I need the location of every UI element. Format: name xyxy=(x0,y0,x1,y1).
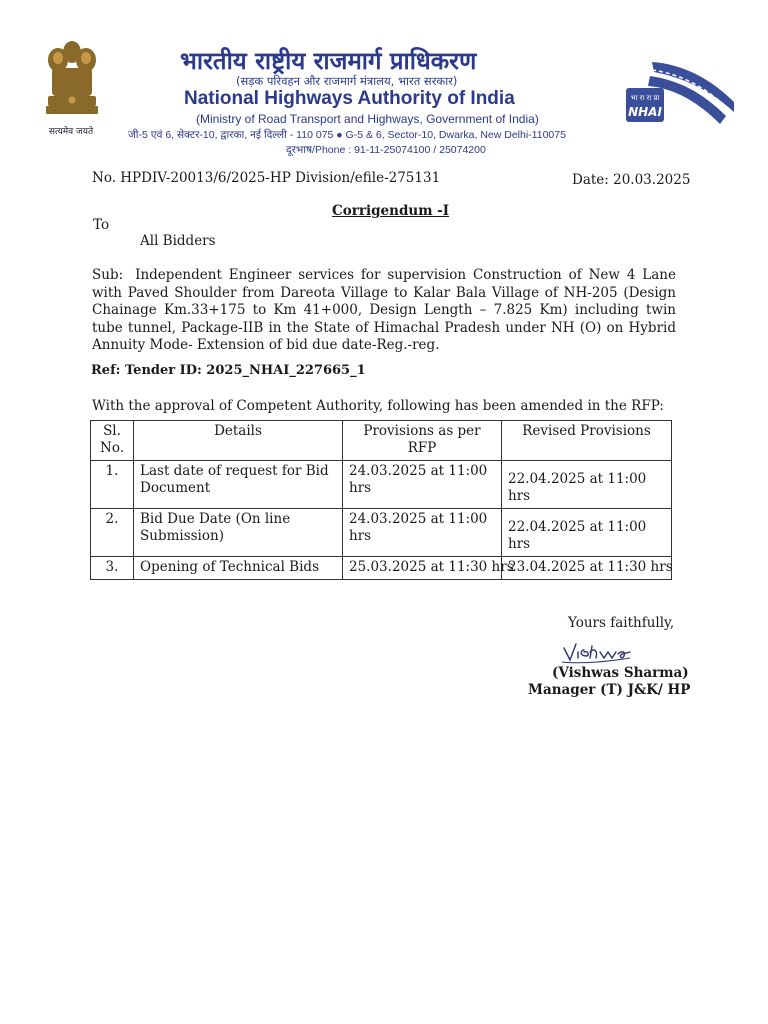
approval-statement: With the approval of Competent Authority, following has been amended in the RFP: xyxy=(92,398,664,414)
to-label: To xyxy=(93,217,110,233)
table-row xyxy=(91,557,672,580)
national-emblem-icon xyxy=(40,38,104,120)
table-row xyxy=(91,509,672,557)
cell-provision-rfp: 24.03.2025 at 11:00 hrs xyxy=(343,509,502,557)
header-revised-provisions: Revised Provisions xyxy=(502,421,672,461)
table-header-row xyxy=(91,421,672,461)
subject-text: Independent Engineer services for supervision Construction of New 4 Lane with Paved Shoulder from Dareota Village to Kalar Bala Village of NH-205 (Design Chainage Km.33+175 to Km 41+000, Design Length – 7.825 Km) including twin tube tunnel, Package-IIB in the State of Himachal Pradesh under NH (O) on Hybrid Annuity Mode- Extension of bid due date-Reg.-reg. xyxy=(92,267,676,353)
cell-sl-no: 2. xyxy=(91,509,134,557)
hindi-subtitle: (सड़क परिवहन और राजमार्ग मंत्रालय, भारत सरकार) xyxy=(236,74,458,88)
cell-details: Opening of Technical Bids xyxy=(134,557,343,580)
cell-sl-no: 1. xyxy=(91,461,134,509)
reference-number: No. HPDIV-20013/6/2025-HP Division/efile-275131 xyxy=(92,170,441,186)
signer-designation: Manager (T) J&K/ HP xyxy=(528,682,691,698)
logo-hindi-text: भा रा रा प्रा xyxy=(630,94,660,102)
cell-provision-rfp: 25.03.2025 at 11:30 hrs xyxy=(343,557,502,580)
hindi-title: भारतीय राष्ट्रीय राजमार्ग प्राधिकरण xyxy=(180,47,477,75)
subject-paragraph xyxy=(92,267,676,355)
document-heading: Corrigendum -I xyxy=(332,203,450,219)
cell-details: Last date of request for Bid Document xyxy=(134,461,343,509)
header-provisions-rfp: Provisions as per RFP xyxy=(343,421,502,461)
table-row xyxy=(91,461,672,509)
handwritten-signature-icon xyxy=(560,638,632,666)
cell-revised-provision: 22.04.2025 at 11:00 hrs xyxy=(502,461,672,509)
header-sl-no: Sl. No. xyxy=(91,421,134,461)
english-subtitle: (Ministry of Road Transport and Highways, Government of India) xyxy=(196,112,539,126)
signer-name: (Vishwas Sharma) xyxy=(552,665,689,681)
cell-revised-provision: 23.04.2025 at 11:30 hrs xyxy=(502,557,672,580)
cell-revised-provision: 22.04.2025 at 11:00 hrs xyxy=(502,509,672,557)
office-address: जी-5 एवं 6, सेक्टर-10, द्वारका, नई दिल्ली - 110 075 ● G-5 & 6, Sector-10, Dwarka, New Delhi-110075 xyxy=(128,129,566,141)
cell-sl-no: 3. xyxy=(91,557,134,580)
cell-provision-rfp: 24.03.2025 at 11:00 hrs xyxy=(343,461,502,509)
subject-label: Sub: xyxy=(92,267,124,283)
header-details: Details xyxy=(134,421,343,461)
letter-date: Date: 20.03.2025 xyxy=(572,172,691,188)
letterhead xyxy=(0,0,768,165)
emblem-motto: सत्यमेव जयते xyxy=(48,127,94,137)
closing-salutation: Yours faithfully, xyxy=(568,615,675,631)
english-title: National Highways Authority of India xyxy=(184,88,515,109)
nhai-logo-icon xyxy=(622,58,736,130)
recipient: All Bidders xyxy=(140,233,216,249)
logo-text: NHAI xyxy=(628,105,662,119)
cell-details: Bid Due Date (On line Submission) xyxy=(134,509,343,557)
tender-reference: Ref: Tender ID: 2025_NHAI_227665_1 xyxy=(91,363,366,378)
amendment-table xyxy=(90,420,672,580)
office-phone: दूरभाष/Phone : 91-11-25074100 / 25074200 xyxy=(286,144,486,156)
